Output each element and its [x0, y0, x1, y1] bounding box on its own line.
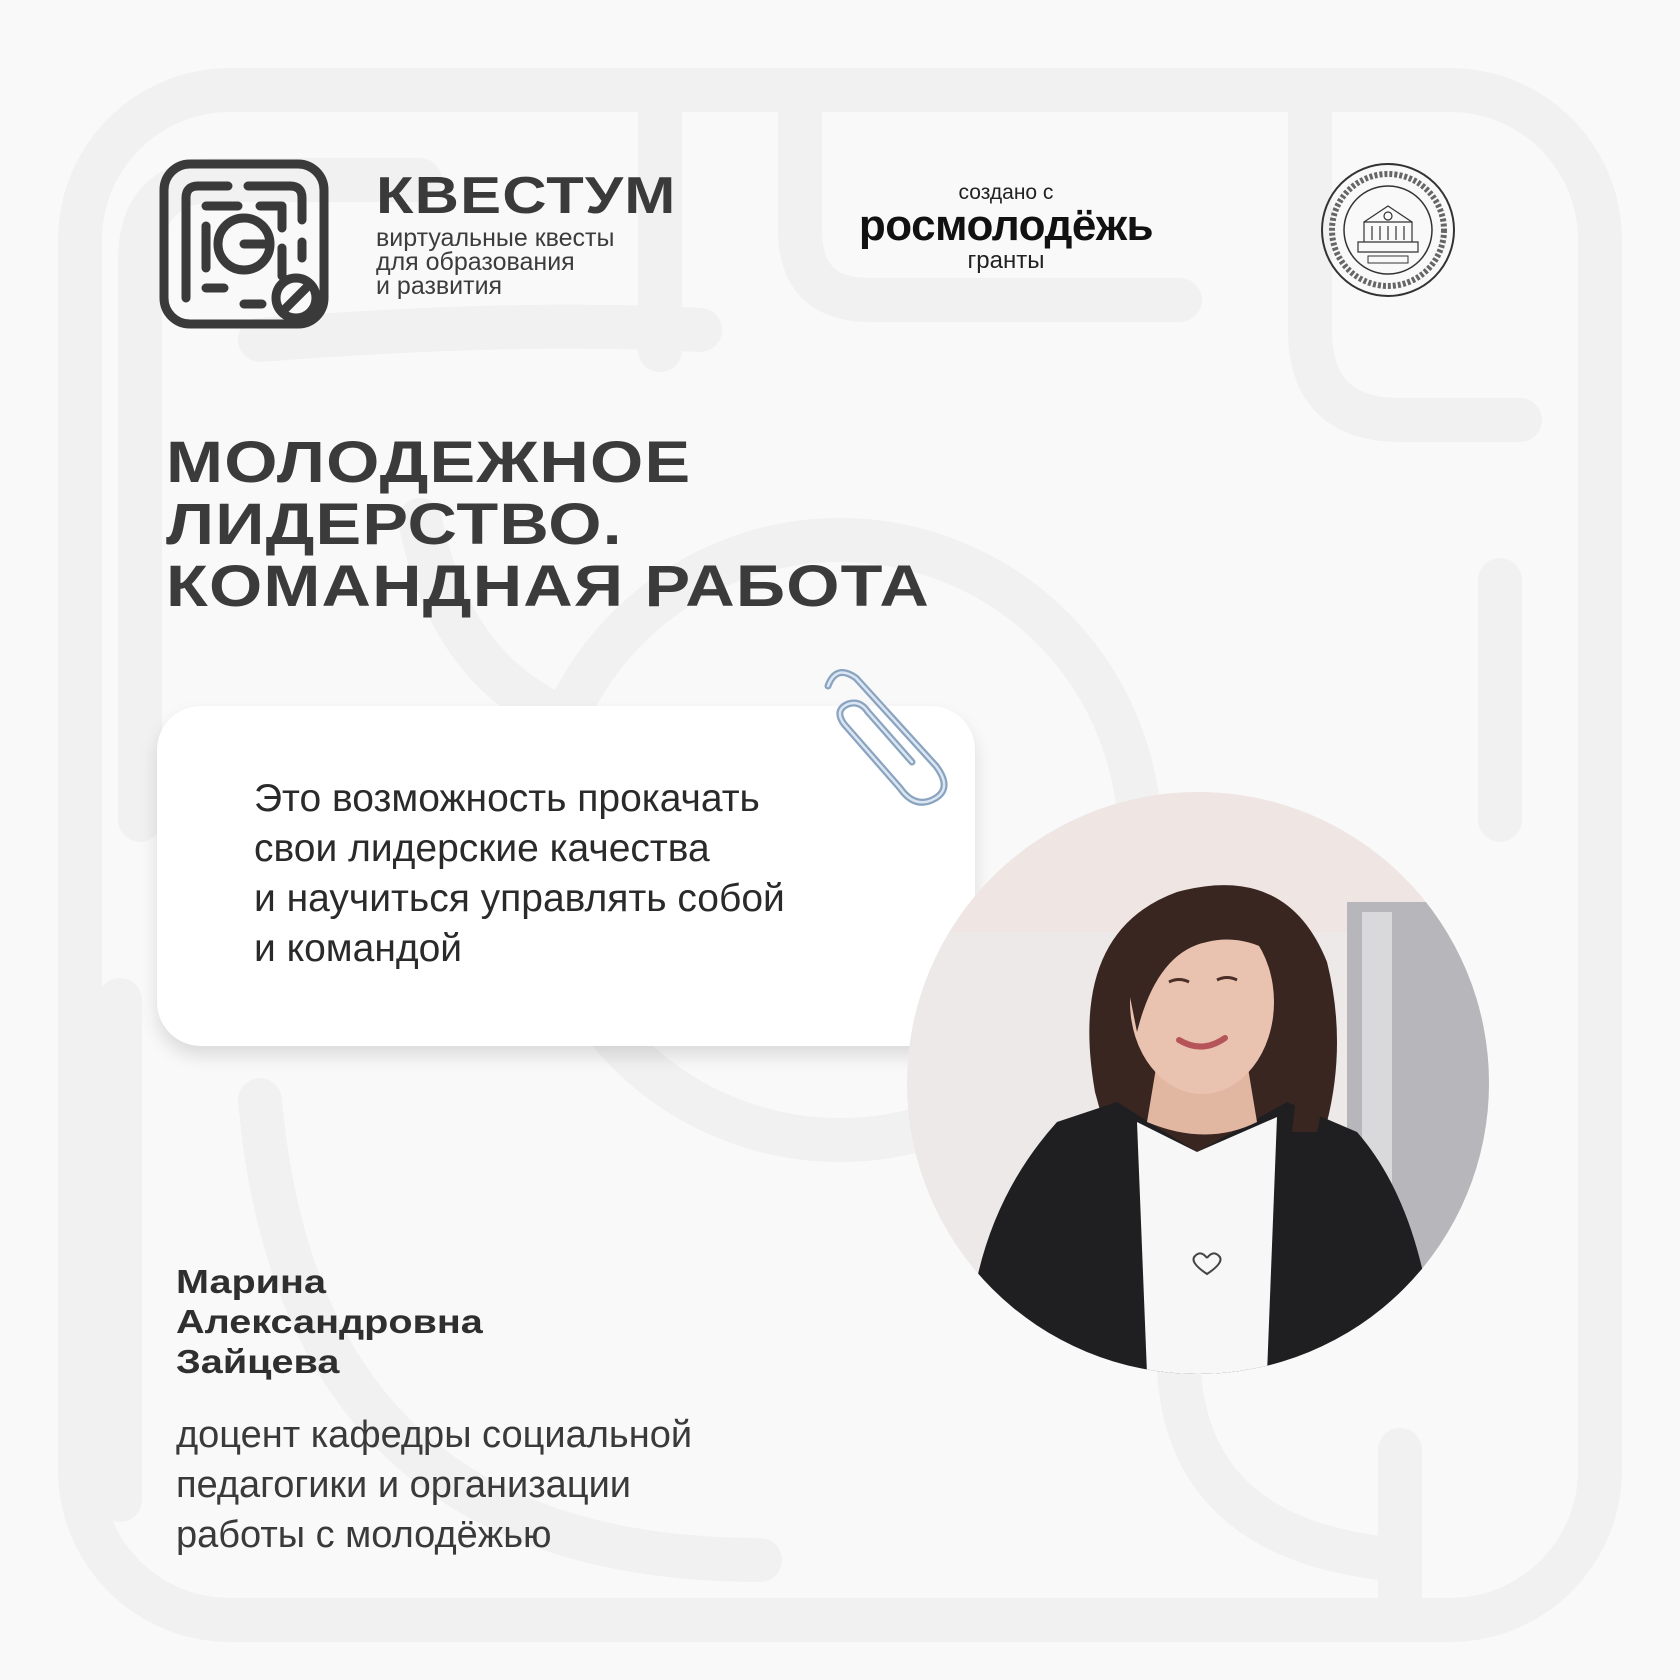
university-seal-icon — [1318, 160, 1458, 300]
person-name-line: Зайцева — [176, 1343, 340, 1380]
brand-tagline-line: виртуальные квесты — [376, 224, 615, 252]
brand-tagline-line: для образования — [376, 248, 575, 276]
brand-tagline — [376, 226, 696, 298]
rosmolodezh-top-text: создано с — [958, 181, 1054, 204]
page-title-line: МОЛОДЕЖНОЕ — [166, 430, 692, 495]
person-name-line: Марина — [176, 1263, 326, 1300]
person-role-line: педагогики и организации — [176, 1464, 632, 1506]
quote-line: свои лидерские качества — [254, 827, 710, 870]
person-role-line: работы с молодёжью — [176, 1514, 552, 1556]
person-name-line: Александровна — [176, 1303, 483, 1340]
rosmolodezh-logo — [836, 182, 1176, 273]
rosmolodezh-sub-text: гранты — [967, 247, 1045, 275]
person-role-line: доцент кафедры социальной — [176, 1414, 693, 1456]
rosmolodezh-name: росмолодёжь — [858, 201, 1154, 250]
paperclip-icon — [808, 658, 958, 808]
brand-name: КВЕСТУМ — [376, 167, 677, 225]
quote-line: Это возможность прокачать — [254, 777, 760, 820]
person-name — [176, 1262, 483, 1382]
person-role — [176, 1410, 816, 1560]
quote-text — [254, 774, 894, 974]
portrait-photo — [907, 792, 1489, 1374]
maze-logo-icon — [158, 158, 330, 330]
brand-tagline-line: и развития — [376, 272, 503, 300]
quote-line: и командой — [254, 927, 463, 970]
page-title-line: ЛИДЕРСТВО. — [166, 492, 623, 557]
quote-line: и научиться управлять собой — [254, 877, 785, 920]
page-title-line: КОМАНДНАЯ РАБОТА — [166, 554, 930, 619]
page-title — [166, 432, 930, 618]
